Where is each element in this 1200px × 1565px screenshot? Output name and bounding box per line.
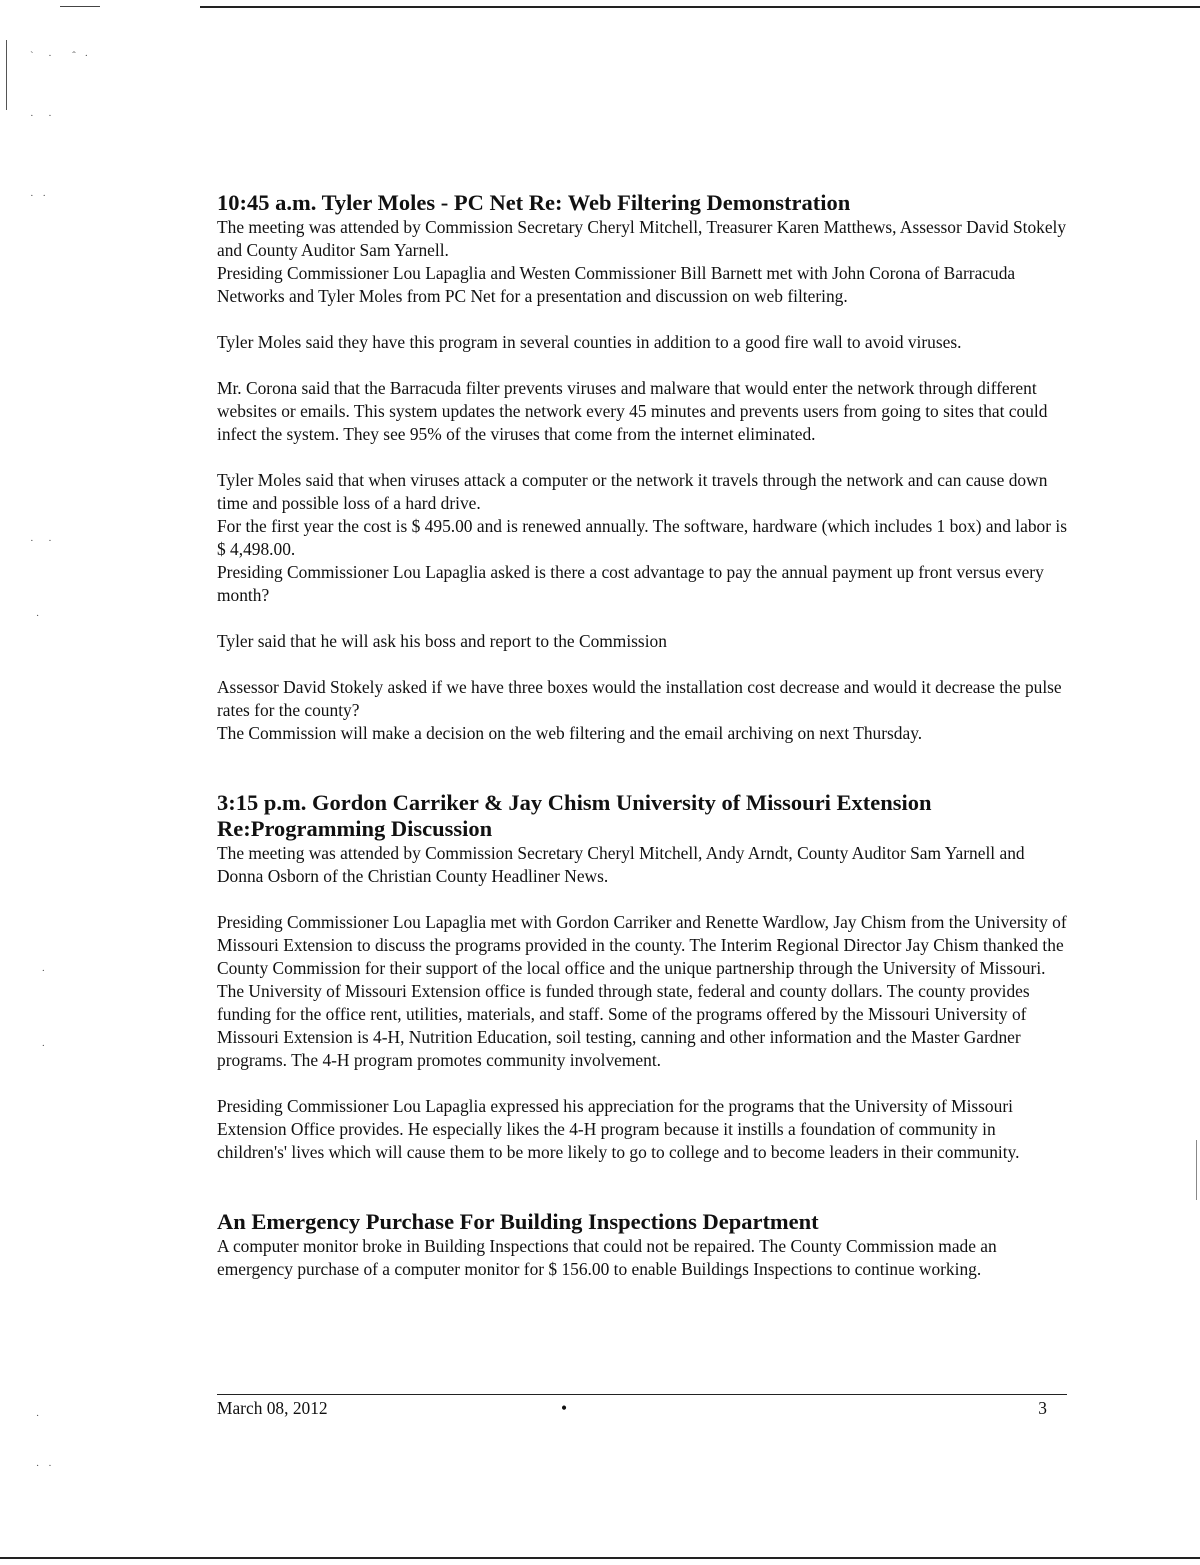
paragraph: For the first year the cost is $ 495.00 and is renewed annually. The software, hardware (which includes 1 box) and labor is $ 4,498.00. xyxy=(217,516,1067,559)
page-footer xyxy=(217,1394,1067,1421)
scan-speck: · xyxy=(30,610,43,622)
paragraph: Assessor David Stokely asked if we have three boxes would the installation cost decrease and would it decrease the pulse rates for the county? xyxy=(217,677,1062,720)
page-number: 3 xyxy=(1038,1398,1047,1418)
paragraph: The meeting was attended by Commission Secretary Cheryl Mitchell, Treasurer Karen Matthews, Assessor David Stokely and County Auditor Sam Yarnell. xyxy=(217,217,1067,260)
footer-bullet: • xyxy=(561,1398,568,1418)
paragraph: Tyler Moles said they have this program in several counties in addition to a good fire wall to avoid viruses. xyxy=(217,332,962,352)
paragraph: The meeting was attended by Commission Secretary Cheryl Mitchell, Andy Arndt, County Auditor Sam Yarnell and Donna Osborn of the Christian County Headliner News. xyxy=(217,843,1025,886)
scan-speck: ` · ˆ · xyxy=(30,50,92,62)
scan-speck: · xyxy=(30,965,49,977)
document-body xyxy=(217,190,1067,1281)
top-rule xyxy=(200,6,1200,8)
scan-speck: · · xyxy=(30,535,55,547)
paragraph: A computer monitor broke in Building Inspections that could not be repaired. The County Commission made an emergency purchase of a computer monitor for $ 156.00 to enable Buildings Inspections to continue working. xyxy=(217,1236,997,1279)
scan-speck: · xyxy=(30,1410,43,1422)
paragraph: Presiding Commissioner Lou Lapaglia expressed his appreciation for the programs that the University of Missouri Extension Office provides. He especially likes the 4-H program because it instills a foundation of community in children's' lives which will cause them to be more likely to go to college and to become leaders in their community. xyxy=(217,1096,1020,1162)
footer-date: March 08, 2012 xyxy=(217,1398,328,1418)
scan-edge-mark xyxy=(1196,1140,1197,1200)
paragraph: Presiding Commissioner Lou Lapaglia asked is there a cost advantage to pay the annual payment up front versus every month? xyxy=(217,562,1044,605)
paragraph: Tyler Moles said that when viruses attack a computer or the network it travels through the network and can cause down time and possible loss of a hard drive. xyxy=(217,470,1048,513)
paragraph: Mr. Corona said that the Barracuda filter prevents viruses and malware that would enter the network through different websites or emails. This system updates the network every 45 minutes and prevents users from going to sites that could infect the system. They see 95% of the viruses that come from the internet eliminated. xyxy=(217,378,1048,444)
paragraph: Tyler said that he will ask his boss and report to the Commission xyxy=(217,631,667,651)
scan-speck: · · xyxy=(30,1460,55,1472)
scan-speck: · xyxy=(30,1040,49,1052)
paragraph: Presiding Commissioner Lou Lapaglia met with Gordon Carriker and Renette Wardlow, Jay Chism from the University of Missouri Extension to discuss the programs provided in the county. The Interim Regional Director Jay Chism thanked the County Commission for their support of the local office and the unique partnership through the University of Missouri. The University of Missouri Extension office is funded through state, federal and county dollars. The county provides funding for the office rent, utilities, materials, and staff. Some of the programs offered by the Missouri University of Missouri Extension is 4-H, Nutrition Education, soil testing, canning and other information and the Master Gardner programs. The 4-H program promotes community involvement. xyxy=(217,912,1067,1070)
scan-speck: · · xyxy=(30,190,50,202)
section-heading-extension: 3:15 p.m. Gordon Carriker & Jay Chism University of Missouri Extension Re:Programming Discussion xyxy=(217,790,932,841)
scan-speck: · · xyxy=(30,110,55,122)
paragraph: Presiding Commissioner Lou Lapaglia and Westen Commissioner Bill Barnett met with John Corona of Barracuda Networks and Tyler Moles from PC Net for a presentation and discussion on web filtering. xyxy=(217,263,1016,306)
bottom-rule xyxy=(0,1557,1200,1559)
scan-rule-fragment xyxy=(60,6,100,7)
scan-edge-mark xyxy=(6,40,7,110)
paragraph: The Commission will make a decision on the web filtering and the email archiving on next Thursday. xyxy=(217,723,923,743)
section-heading-web-filtering: 10:45 a.m. Tyler Moles - PC Net Re: Web Filtering Demonstration xyxy=(217,190,851,215)
section-heading-emergency-purchase: An Emergency Purchase For Building Inspections Department xyxy=(217,1209,819,1234)
